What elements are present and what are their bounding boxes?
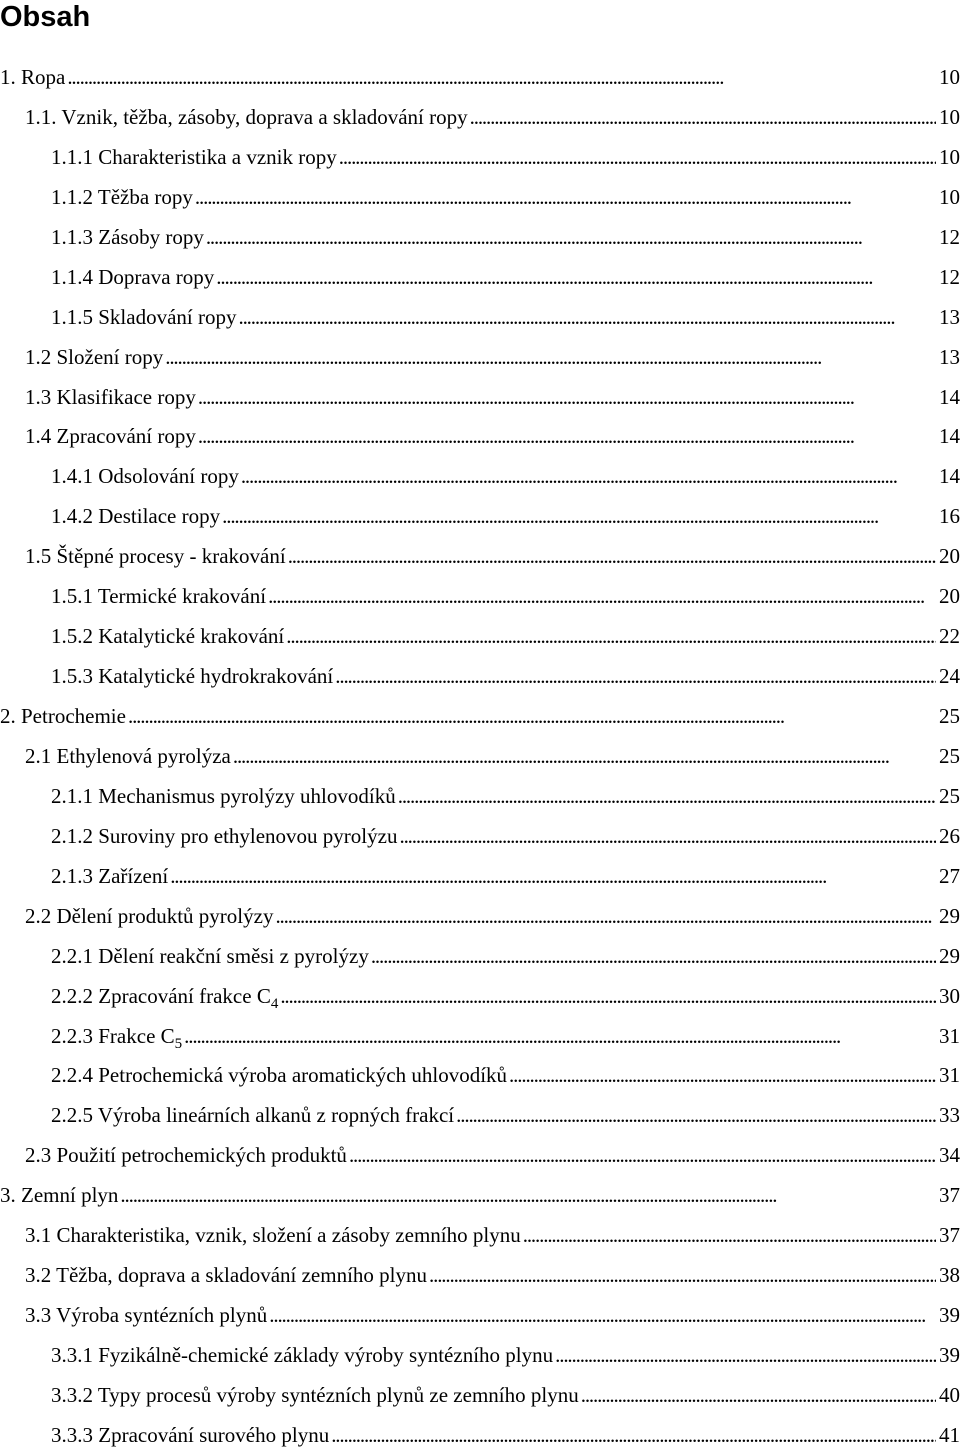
toc-entry[interactable] (0, 937, 960, 977)
toc-entry-title: 1.4 Zpracování ropy (25, 424, 196, 449)
toc-entry-title: 2.2 Dělení produktů pyrolýzy (25, 903, 274, 928)
toc-entry[interactable] (0, 497, 960, 537)
toc-entry-page-number: 22 (939, 624, 960, 649)
toc-entry[interactable] (0, 1176, 960, 1216)
toc-entry-title: 2.2.5 Výroba lineárních alkanů z ropných frakcí (51, 1103, 455, 1128)
toc-entry[interactable] (0, 737, 960, 777)
toc-entry-title: 3.3 Výroba syntézních plynů (25, 1303, 268, 1328)
dot-leader (523, 1216, 936, 1256)
toc-entry[interactable] (0, 218, 960, 258)
dot-leader (216, 258, 936, 298)
toc-entry-page-number: 30 (939, 983, 960, 1008)
toc-entry[interactable] (0, 1136, 960, 1176)
toc-entry[interactable] (0, 897, 960, 937)
dot-leader (371, 937, 936, 977)
dot-leader (67, 58, 936, 98)
toc-entry[interactable] (0, 697, 960, 737)
toc-entry[interactable] (0, 1096, 960, 1136)
toc-entry-page-number: 25 (939, 704, 960, 728)
toc-entry-page-number: 33 (939, 1103, 960, 1128)
toc-entry[interactable] (0, 1336, 960, 1376)
dot-leader (339, 138, 936, 178)
toc-entry-title: 2.1 Ethylenová pyrolýza (25, 743, 231, 768)
toc-entry-page-number: 25 (939, 743, 960, 768)
toc-entry-title: 3. Zemní plyn (0, 1183, 119, 1208)
toc-entry-title: 1.1.3 Zásoby ropy (51, 224, 204, 249)
toc-entry-title: 1.2 Složení ropy (25, 344, 164, 369)
toc-entry[interactable] (0, 258, 960, 298)
toc-entry[interactable] (0, 617, 960, 657)
toc-entry[interactable] (0, 537, 960, 577)
toc-entry-page-number: 10 (939, 65, 960, 89)
toc-entry-title: 2.1.1 Mechanismus pyrolýzy uhlovodíků (51, 783, 396, 808)
dot-leader (275, 897, 936, 937)
dot-leader (184, 1017, 936, 1057)
dot-leader (349, 1136, 936, 1176)
toc-entry-page-number: 10 (939, 184, 960, 209)
dot-leader (233, 737, 936, 777)
toc-entry-title: 1.1.5 Skladování ropy (51, 304, 237, 329)
toc-entry-title: 3.3.2 Typy procesů výroby syntézních plynů ze zemního plynu (51, 1382, 579, 1407)
toc-entry[interactable] (0, 98, 960, 138)
toc-entry[interactable] (0, 378, 960, 418)
dot-leader (470, 98, 936, 138)
dot-leader (555, 1336, 936, 1376)
toc-entry-page-number: 40 (939, 1382, 960, 1407)
toc-entry[interactable] (0, 1416, 960, 1456)
dot-leader (206, 218, 936, 258)
dot-leader (509, 1056, 936, 1096)
toc-entry[interactable] (0, 417, 960, 457)
toc-entry-title: 1.5 Štěpné procesy - krakování (25, 544, 286, 569)
toc-entry-subscript: 4 (270, 995, 279, 1012)
toc-entry-page-number: 38 (939, 1263, 960, 1288)
dot-leader (170, 857, 936, 897)
toc-entry-page-number: 14 (939, 424, 960, 449)
toc-entry-page-number: 24 (939, 664, 960, 689)
toc-entry-title: 1.3 Klasifikace ropy (25, 384, 196, 409)
toc-entry[interactable] (0, 977, 960, 1017)
dot-leader (331, 1416, 936, 1456)
toc-entry-title: 1.1.4 Doprava ropy (51, 264, 215, 289)
toc-entry-title: 1.5.2 Katalytické krakování (51, 624, 285, 649)
toc-entry-page-number: 37 (939, 1183, 960, 1208)
toc-entry-title: 1. Ropa (0, 65, 66, 89)
dot-leader (429, 1256, 936, 1296)
dot-leader (398, 777, 936, 817)
toc-entry[interactable] (0, 178, 960, 218)
dot-leader (198, 417, 936, 457)
toc-entry[interactable] (0, 138, 960, 178)
toc-entry[interactable] (0, 657, 960, 697)
dot-leader (286, 617, 936, 657)
toc-entry-title: 1.1.2 Těžba ropy (51, 184, 193, 209)
page-title: Obsah (0, 1, 91, 33)
table-of-contents (0, 58, 960, 1456)
toc-entry-page-number: 27 (939, 863, 960, 888)
toc-entry-page-number: 31 (939, 1023, 960, 1048)
dot-leader (198, 378, 936, 418)
dot-leader (195, 178, 936, 218)
dot-leader (238, 298, 936, 338)
dot-leader (280, 977, 936, 1017)
toc-entry-page-number: 10 (939, 104, 960, 129)
dot-leader (288, 537, 936, 577)
dot-leader (399, 817, 936, 857)
dot-leader (268, 577, 936, 617)
toc-entry-page-number: 10 (939, 144, 960, 169)
toc-entry-page-number: 20 (939, 544, 960, 569)
dot-leader (456, 1096, 936, 1136)
toc-entry-title: 2.3 Použití petrochemických produktů (25, 1143, 347, 1168)
toc-entry-title: 1.4.1 Odsolování ropy (51, 464, 239, 489)
toc-entry[interactable] (0, 1056, 960, 1096)
toc-entry-page-number: 41 (939, 1422, 960, 1447)
toc-entry-subscript: 5 (174, 1035, 183, 1052)
toc-entry-page-number: 12 (939, 264, 960, 289)
toc-entry-title: 1.5.1 Termické krakování (51, 584, 267, 609)
toc-entry-title: 2.2.3 Frakce $C_5$ (51, 1023, 183, 1052)
dot-leader (222, 497, 936, 537)
toc-entry-page-number: 25 (939, 783, 960, 808)
toc-entry-page-number: 20 (939, 584, 960, 609)
toc-entry[interactable] (0, 857, 960, 897)
toc-entry-page-number: 13 (939, 344, 960, 369)
dot-leader (120, 1176, 936, 1216)
toc-entry-title: 1.5.3 Katalytické hydrokrakování (51, 664, 334, 689)
toc-entry[interactable] (0, 1017, 960, 1057)
toc-entry-page-number: 14 (939, 384, 960, 409)
toc-entry-title: 3.2 Těžba, doprava a skladování zemního plynu (25, 1263, 427, 1288)
toc-entry-title: 2.2.1 Dělení reakční směsi z pyrolýzy (51, 943, 369, 968)
toc-entry-page-number: 31 (939, 1063, 960, 1088)
toc-entry-page-number: 26 (939, 823, 960, 848)
toc-entry[interactable] (0, 577, 960, 617)
toc-entry[interactable] (0, 1376, 960, 1416)
dot-leader (128, 697, 936, 737)
toc-entry-title: 2.1.3 Zařízení (51, 863, 169, 888)
toc-entry[interactable] (0, 817, 960, 857)
toc-entry[interactable] (0, 298, 960, 338)
toc-entry-page-number: 29 (939, 943, 960, 968)
toc-entry-page-number: 37 (939, 1223, 960, 1248)
toc-entry-title: 2.2.4 Petrochemická výroba aromatických uhlovodíků (51, 1063, 508, 1088)
toc-entry-title: 3.3.1 Fyzikálně-chemické základy výroby syntézního plynu (51, 1343, 554, 1367)
toc-entry-title: 2.1.2 Suroviny pro ethylenovou pyrolýzu (51, 823, 398, 848)
toc-entry-page-number: 39 (939, 1303, 960, 1328)
toc-entry-title: 2.2.2 Zpracování frakce $C_4$ (51, 983, 279, 1012)
toc-entry-page-number: 39 (939, 1343, 960, 1367)
toc-entry-page-number: 34 (939, 1143, 960, 1168)
dot-leader (581, 1376, 936, 1416)
dot-leader (165, 338, 936, 378)
toc-entry-page-number: 16 (939, 504, 960, 529)
toc-entry-page-number: 14 (939, 464, 960, 489)
dot-leader (335, 657, 936, 697)
toc-entry-title: 2. Petrochemie (0, 704, 126, 728)
toc-entry[interactable] (0, 58, 960, 98)
dot-leader (241, 457, 936, 497)
toc-entry[interactable] (0, 1216, 960, 1256)
toc-entry-title: 1.1.1 Charakteristika a vznik ropy (51, 144, 337, 169)
toc-entry-title: 3.3.3 Zpracování surového plynu (51, 1422, 330, 1447)
toc-entry-page-number: 29 (939, 903, 960, 928)
toc-entry-page-number: 12 (939, 224, 960, 249)
toc-entry-page-number: 13 (939, 304, 960, 329)
dot-leader (269, 1296, 936, 1336)
toc-entry[interactable] (0, 1256, 960, 1296)
toc-entry-title: 1.1. Vznik, těžba, zásoby, doprava a skladování ropy (25, 104, 468, 129)
toc-entry-title: 3.1 Charakteristika, vznik, složení a zásoby zemního plynu (25, 1223, 521, 1248)
toc-entry[interactable] (0, 777, 960, 817)
toc-entry[interactable] (0, 457, 960, 497)
toc-entry[interactable] (0, 338, 960, 378)
toc-entry-title: 1.4.2 Destilace ropy (51, 504, 221, 529)
toc-entry[interactable] (0, 1296, 960, 1336)
